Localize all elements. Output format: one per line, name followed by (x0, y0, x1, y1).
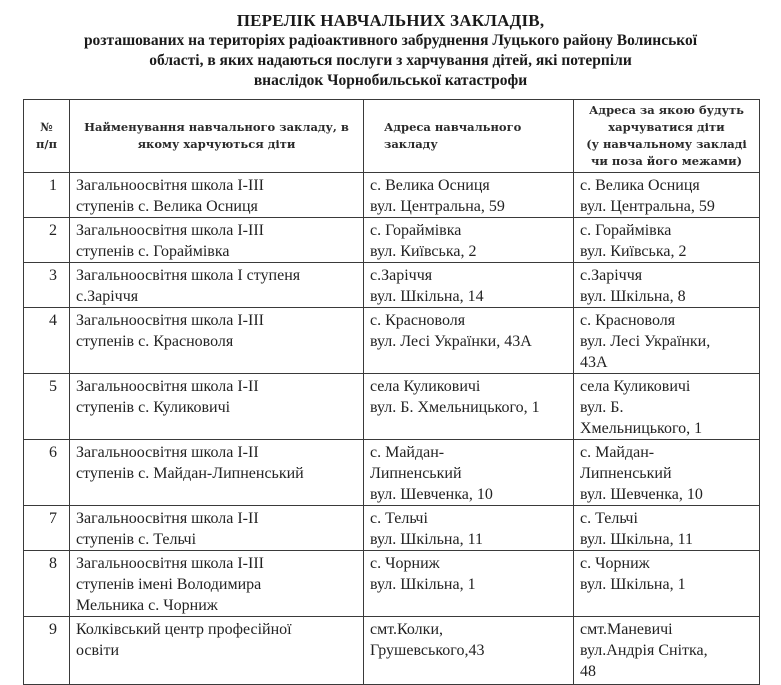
school-address (364, 218, 574, 263)
cell-line: с. Майдан- (580, 444, 655, 461)
cell-line: с. Красноволя (580, 312, 676, 329)
school-name (70, 374, 364, 440)
cell-line: ступенів с. Красноволя (76, 333, 234, 350)
header-num: № п/п (24, 100, 70, 173)
cell-line: Загальноосвітня школа І-ІІІ (76, 177, 264, 194)
row-number: 2 (24, 218, 70, 263)
cell-line: ступенів с. Майдан-Липненський (76, 465, 304, 482)
subtitle-line: розташованих на територіях радіоактивного забруднення Луцького району Волинської (83, 32, 698, 49)
cell-line: Загальноосвітня школа І-ІІ (76, 378, 259, 395)
cell-line: с. Гораймівка (370, 222, 462, 239)
cell-line: Загальноосвітня школа І-ІІІ (76, 312, 264, 329)
cell-line: села Куликовичі (370, 378, 481, 395)
row-number: 7 (24, 506, 70, 551)
schools-table (23, 99, 760, 685)
meal-address (574, 374, 760, 440)
cell-line: Колківський центр професійної (76, 621, 292, 638)
meal-address (574, 506, 760, 551)
cell-line: ступенів імені Володимира (76, 576, 262, 593)
school-name (70, 263, 364, 308)
cell-line: Мельника с. Чорниж (76, 597, 218, 614)
cell-line: с. Велика Осниця (580, 177, 700, 194)
cell-line: Липненський (370, 465, 462, 482)
cell-line: Загальноосвітня школа І-ІІІ (76, 222, 264, 239)
cell-line: ступенів с. Велика Осниця (76, 198, 258, 215)
table-row (24, 308, 760, 374)
row-number: 1 (24, 173, 70, 218)
cell-line: села Куликовичі (580, 378, 691, 395)
table-row (24, 506, 760, 551)
title-subtitle (0, 31, 781, 91)
cell-line: с. Гораймівка (580, 222, 672, 239)
cell-line: ступенів с. Гораймівка (76, 243, 230, 260)
cell-line: вул. Центральна, 59 (370, 198, 505, 215)
meal-address (574, 263, 760, 308)
school-address (364, 263, 574, 308)
table-row (24, 218, 760, 263)
row-number: 8 (24, 551, 70, 617)
cell-line: Загальноосвітня школа І-ІІІ (76, 555, 264, 572)
cell-line: Загальноосвітня школа І-ІІ (76, 510, 259, 527)
cell-line: смт.Колки, (370, 621, 443, 638)
cell-line: с. Майдан- (370, 444, 445, 461)
cell-line: вул. Шкільна, 8 (580, 288, 686, 305)
cell-line: с.Заріччя (580, 267, 643, 284)
cell-line: с. Красноволя (370, 312, 466, 329)
meal-address (574, 308, 760, 374)
cell-line: вул.Андрія Снітка, (580, 642, 708, 659)
cell-line: 48 (580, 663, 596, 680)
cell-line: Липненський (580, 465, 672, 482)
cell-line: вул. Шкільна, 11 (580, 531, 693, 548)
cell-line: с. Чорниж (370, 555, 440, 572)
table-row (24, 263, 760, 308)
school-name (70, 218, 364, 263)
header-meal-address: Адреса за якою будуть харчуватися діти (у навчальному закладі чи поза його межами) (574, 100, 760, 173)
school-address (364, 173, 574, 218)
cell-line: с. Тельчі (370, 510, 428, 527)
school-name (70, 173, 364, 218)
cell-line: Хмельницького, 1 (580, 420, 703, 437)
table-row (24, 551, 760, 617)
cell-line: с.Заріччя (76, 288, 139, 305)
cell-line: 43А (580, 354, 608, 371)
cell-line: Грушевського,43 (370, 642, 485, 659)
cell-line: освіти (76, 642, 120, 659)
school-address (364, 506, 574, 551)
cell-line: Загальноосвітня школа І ступеня (76, 267, 301, 284)
header-address: Адреса навчального закладу (364, 100, 574, 173)
school-address (364, 308, 574, 374)
school-name (70, 617, 364, 685)
table-row (24, 173, 760, 218)
school-name (70, 308, 364, 374)
cell-line: вул. Шевченка, 10 (370, 486, 493, 503)
meal-address (574, 218, 760, 263)
meal-address (574, 551, 760, 617)
table-row (24, 374, 760, 440)
cell-line: с. Чорниж (580, 555, 650, 572)
cell-line: с. Велика Осниця (370, 177, 490, 194)
school-address (364, 374, 574, 440)
document-title (0, 10, 781, 91)
cell-line: вул. Шкільна, 11 (370, 531, 483, 548)
subtitle-line: області, в яких надаються послуги з харчування дітей, які потерпіли (149, 52, 632, 69)
row-number: 9 (24, 617, 70, 685)
school-address (364, 551, 574, 617)
cell-line: вул. Київська, 2 (370, 243, 477, 260)
title-main: ПЕРЕЛІК НАВЧАЛЬНИХ ЗАКЛАДІВ, (236, 11, 545, 30)
cell-line: вул. Центральна, 59 (580, 198, 715, 215)
cell-line: вул. Київська, 2 (580, 243, 687, 260)
school-name (70, 551, 364, 617)
cell-line: вул. Шевченка, 10 (580, 486, 703, 503)
cell-line: вул. Б. Хмельницького, 1 (370, 399, 540, 416)
school-address (364, 617, 574, 685)
row-number: 6 (24, 440, 70, 506)
cell-line: вул. Шкільна, 1 (580, 576, 686, 593)
table-row (24, 440, 760, 506)
row-number: 3 (24, 263, 70, 308)
subtitle-line: внаслідок Чорнобильської катастрофи (253, 72, 528, 89)
row-number: 4 (24, 308, 70, 374)
school-name (70, 440, 364, 506)
cell-line: с.Заріччя (370, 267, 433, 284)
table-header-row (24, 100, 760, 173)
cell-line: вул. Лесі Українки, (580, 333, 711, 350)
cell-line: ступенів с. Куликовичі (76, 399, 231, 416)
table-row (24, 617, 760, 685)
cell-line: вул. Шкільна, 14 (370, 288, 484, 305)
cell-line: вул. Лесі Українки, 43А (370, 333, 532, 350)
header-name: Найменування навчального закладу, в якому харчуються діти (70, 100, 364, 173)
meal-address (574, 440, 760, 506)
cell-line: с. Тельчі (580, 510, 638, 527)
cell-line: вул. Б. (580, 399, 624, 416)
meal-address (574, 173, 760, 218)
cell-line: вул. Шкільна, 1 (370, 576, 476, 593)
row-number: 5 (24, 374, 70, 440)
school-address (364, 440, 574, 506)
cell-line: смт.Маневичі (580, 621, 673, 638)
cell-line: ступенів с. Тельчі (76, 531, 197, 548)
school-name (70, 506, 364, 551)
meal-address (574, 617, 760, 685)
cell-line: Загальноосвітня школа І-ІІ (76, 444, 259, 461)
